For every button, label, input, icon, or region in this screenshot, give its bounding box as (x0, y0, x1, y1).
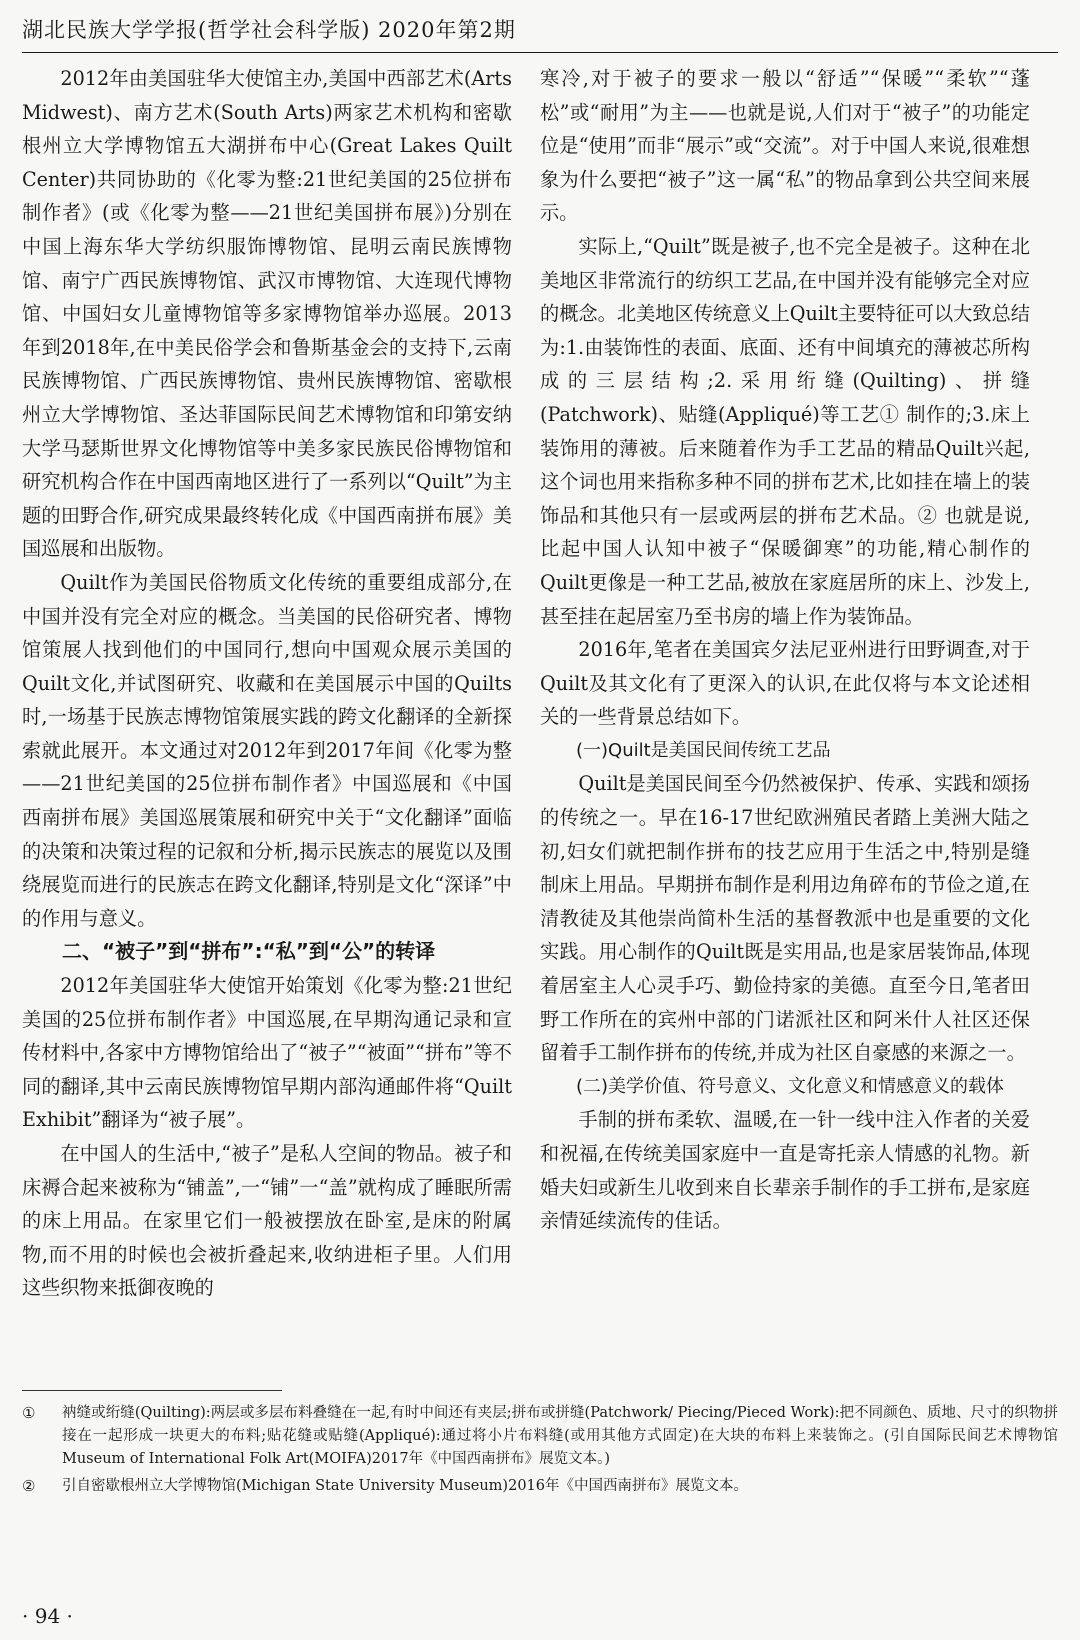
paragraph: 2012年由美国驻华大使馆主办,美国中西部艺术(Arts Midwest)、南方艺术(South Arts)两家艺术机构和密歇根州立大学博物馆五大湖拼布中心(Great Lakes Quilt Center)共同协助的《化零为整:21世纪美国的25位拼布制作者》(或《化零为整——21世纪美国拼布展》)分别在中国上海东华大学纺织服饰博物馆、昆明云南民族博物馆、南宁广西民族博物馆、武汉市博物馆、大连现代博物馆、中国妇女儿童博物馆等多家博物馆举办巡展。2013年到2018年,在中美民俗学会和鲁斯基金会的支持下,云南民族博物馆、广西民族博物馆、贵州民族博物馆、密歇根州立大学博物馆、圣达菲国际民间艺术博物馆和印第安纳大学马瑟斯世界文化博物馆等中美多家民族民俗博物馆和研究机构合作在中国西南地区进行了一系列以“Quilt”为主题的田野合作,研究成果最终转化成《中国西南拼布展》美国巡展和出版物。 (22, 67, 512, 561)
paragraph: Quilt是美国民间至今仍然被保护、传承、实践和颂扬的传统之一。早在16-17世纪欧洲殖民者踏上美洲大陆之初,妇女们就把制作拼布的技艺应用于生活之中,特别是缝制床上用品。早期拼布制作是利用边角碎布的节俭之道,在清教徒及其他崇尚简朴生活的基督教派中也是重要的文化实践。用心制作的Quilt既是实用品,也是家居装饰品,体现着居室主人心灵手巧、勤俭持家的美德。直至今日,笔者田野工作所在的宾州中部的门诺派社区和阿米什人社区还保留着手工制作拼布的传统,并成为社区自豪感的来源之一。 (540, 772, 1030, 1065)
footnote-divider (22, 1390, 282, 1391)
footnote-mark: ① (22, 1404, 36, 1422)
footnote-text: 引自密歇根州立大学博物馆(Michigan State University Museum)2016年《中国西南拼布》展览文本。 (62, 1478, 748, 1494)
page-number: · 94 · (22, 1604, 73, 1628)
paragraph: 在中国人的生活中,“被子”是私人空间的物品。被子和床褥合起来被称为“铺盖”,一“铺”一“盖”就构成了睡眠所需的床上用品。在家里它们一般被摆放在卧室,是床的附属物,而不用的时候也会被折叠起来,收纳进柜子里。人们用这些织物来抵御夜晚的 (22, 1142, 512, 1300)
footnotes (22, 1402, 1058, 1502)
footnote (22, 1402, 1058, 1471)
running-header (22, 14, 1058, 44)
footnote-text: 衲缝或绗缝(Quilting):两层或多层布料叠缝在一起,有时中间还有夹层;拼布或拼缝(Patchwork/ Piecing/Pieced Work):把不同颜色、质地、尺寸的织物拼接在一起形成一块更大的布料;贴花缝或贴缝(Appliqué):通过将小片布料缝(或用其他方式固定)在大块的布料上来装饰之。(引自国际民间艺术博物馆Museum of International Folk Art(MOIFA)2017年《中国西南拼布》展览文本。) (62, 1405, 1058, 1467)
left-column (22, 62, 512, 1305)
paragraph-continued: 寒冷,对于被子的要求一般以“舒适”“保暖”“柔软”“蓬松”或“耐用”为主——也就是说,人们对于“被子”的功能定位是“使用”而非“展示”或“交流”。对于中国人来说,很难想象为什么要把“被子”这一属“私”的物品拿到公共空间来展示。 (540, 67, 1030, 225)
footnote (22, 1475, 1058, 1498)
paragraph: Quilt作为美国民俗物质文化传统的重要组成部分,在中国并没有完全对应的概念。当美国的民俗研究者、博物馆策展人找到他们的中国同行,想向中国观众展示美国的Quilt文化,并试图研究、收藏和在美国展示中国的Quilts时,一场基于民族志博物馆策展实践的跨文化翻译的全新探索就此展开。本文通过对2012年到2017年间《化零为整——21世纪美国的25位拼布制作者》中国巡展和《中国西南拼布展》美国巡展策展和研究中关于“文化翻译”面临的决策和决策过程的记叙和分析,揭示民族志的展览以及围绕展览而进行的民族志在跨文化翻译,特别是文化“深译”中的作用与意义。 (22, 570, 512, 930)
paragraph: 2016年,笔者在美国宾夕法尼亚州进行田野调查,对于Quilt及其文化有了更深入的认识,在此仅将与本文论述相关的一些背景总结如下。 (540, 638, 1030, 729)
header-divider (22, 52, 1058, 53)
paragraph: 实际上,“Quilt”既是被子,也不完全是被子。这种在北美地区非常流行的纺织工艺品,在中国并没有能够完全对应的概念。北美地区传统意义上Quilt主要特征可以大致总结为:1.由装饰性的表面、底面、还有中间填充的薄被芯所构成的三层结构;2.采用绗缝(Quilting)、拼缝(Patchwork)、贴缝(Appliqué)等工艺① 制作的;3.床上装饰用的薄被。后来随着作为手工艺品的精品Quilt兴起,这个词也用来指称多种不同的拼布艺术,比如挂在墙上的装饰品和其他只有一层或两层的拼布艺术品。② 也就是说,比起中国人认知中被子“保暖御寒”的功能,精心制作的Quilt更像是一种工艺品,被放在家庭居所的床上、沙发上,甚至挂在起居室乃至书房的墙上作为装饰品。 (540, 234, 1030, 628)
subsection-heading: (二)美学价值、符号意义、文化意义和情感意义的载体 (576, 1075, 1005, 1097)
paragraph: 2012年美国驻华大使馆开始策划《化零为整:21世纪美国的25位拼布制作者》中国巡展,在早期沟通记录和宣传材料中,各家中方博物馆给出了“被子”“被面”“拼布”等不同的翻译,其中云南民族博物馆早期内部沟通邮件将“Quilt Exhibit”翻译为“被子展”。 (22, 974, 512, 1132)
subsection-heading: (一)Quilt是美国民间传统工艺品 (576, 739, 831, 761)
paragraph: 手制的拼布柔软、温暖,在一针一线中注入作者的关爱和祝福,在传统美国家庭中一直是寄托亲人情感的礼物。新婚夫妇或新生儿收到来自长辈亲手制作的手工拼布,是家庭亲情延续流传的佳话。 (540, 1108, 1030, 1233)
journal-title: 湖北民族大学学报(哲学社会科学版) 2020年第2期 (22, 18, 516, 42)
right-column (540, 62, 1030, 1238)
footnote-mark: ② (22, 1477, 36, 1495)
section-heading: 二、“被子”到“拼布”:“私”到“公”的转译 (62, 939, 436, 964)
